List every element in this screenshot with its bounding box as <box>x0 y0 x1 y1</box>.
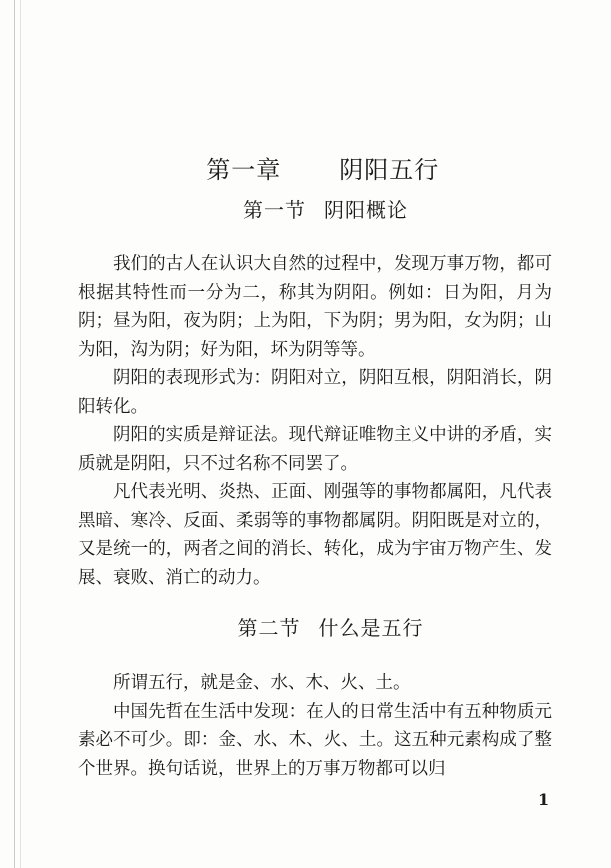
paragraph: 所谓五行，就是金、水、木、火、土。 <box>113 673 411 693</box>
chapter-number: 第一章 <box>206 156 282 184</box>
section-body <box>78 250 552 592</box>
page-number: 1 <box>538 790 550 809</box>
paragraph: 凡代表光明、炎热、正面、刚强等的事物都属阳，凡代表黑暗、寒冷、反面、柔弱等的事物都属阴。阴阳既是对立的，又是统一的，两者之间的消长、转化，成为宇宙万物产生、发展、衰败、消亡的动力。 <box>78 482 552 588</box>
section-number: 第二节 <box>237 616 301 640</box>
paragraph: 我们的古人在认识大自然的过程中，发现万事万物，都可根据其特性而一分为二，称其为阴阳。例如：日为阳，月为阴；昼为阳，夜为阴；上为阳，下为阴；男为阳，女为阴；山为阳，沟为阴；好为阳，坏为阴等等。 <box>78 254 552 360</box>
section-heading <box>0 612 611 641</box>
section-title: 什么是五行 <box>318 616 424 640</box>
section-number: 第一节 <box>243 198 306 222</box>
chapter-title: 阴阳五行 <box>339 156 440 184</box>
section-body <box>78 669 552 783</box>
paragraph: 阴阳的实质是辩证法。现代辩证唯物主义中讲的矛盾，实质就是阴阳，只不过名称不同罢了。 <box>78 425 552 474</box>
section-title: 阴阳概论 <box>324 198 408 222</box>
section-heading <box>0 194 611 223</box>
paragraph: 中国先哲在生活中发现：在人的日常生活中有五种物质元素必不可少。即：金、水、木、火、土。这五种元素构成了整个世界。换句话说，世界上的万事万物都可以归 <box>78 701 552 779</box>
paragraph: 阴阳的表现形式为：阴阳对立，阴阳互根，阴阳消长，阴阳转化。 <box>78 368 552 417</box>
